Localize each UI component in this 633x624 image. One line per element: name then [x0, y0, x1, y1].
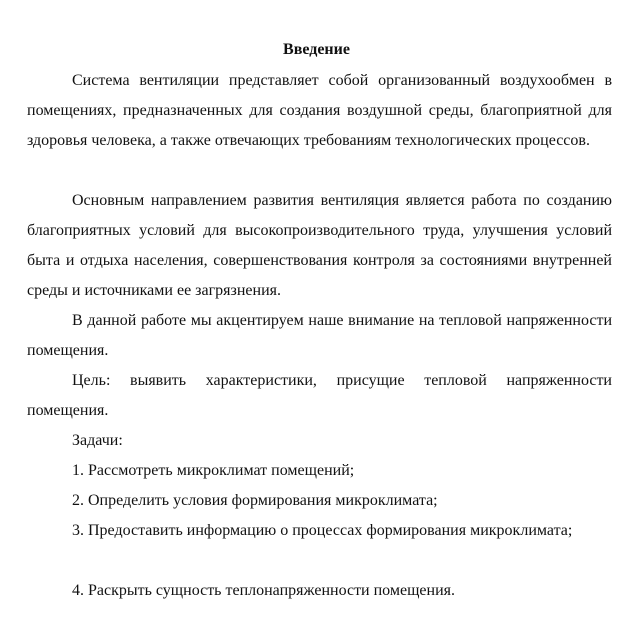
document-title: Введение	[283, 41, 350, 58]
task-item: 3. Предоставить информацию о процессах формирования микроклимата;	[72, 522, 573, 539]
paragraph-development-direction: Основным направлением развития вентиляция является работа по созданию благоприятных условий для высокопроизводительного труда, улучшения условий быта и отдыха населения, совершенствования контроля за состояниями внутренней среды и источниками ее загрязнения.	[27, 192, 612, 299]
paragraph-work-focus: В данной работе мы акцентируем наше внимание на тепловой напряженности помещения.	[27, 312, 612, 359]
task-item: 1. Рассмотреть микроклимат помещений;	[72, 462, 355, 479]
task-item: 2. Определить условия формирования микроклимата;	[72, 492, 438, 509]
paragraph-goal: Цель: выявить характеристики, присущие тепловой напряженности помещения.	[27, 372, 612, 419]
tasks-heading: Задачи:	[72, 432, 123, 449]
paragraph-ventilation-system: Система вентиляции представляет собой организованный воздухообмен в помещениях, предназначенных для создания воздушной среды, благоприятной для здоровья человека, а также отвечающих требованиям технологических процессов.	[27, 72, 612, 149]
task-item: 4. Раскрыть сущность теплонапряженности помещения.	[72, 582, 456, 599]
